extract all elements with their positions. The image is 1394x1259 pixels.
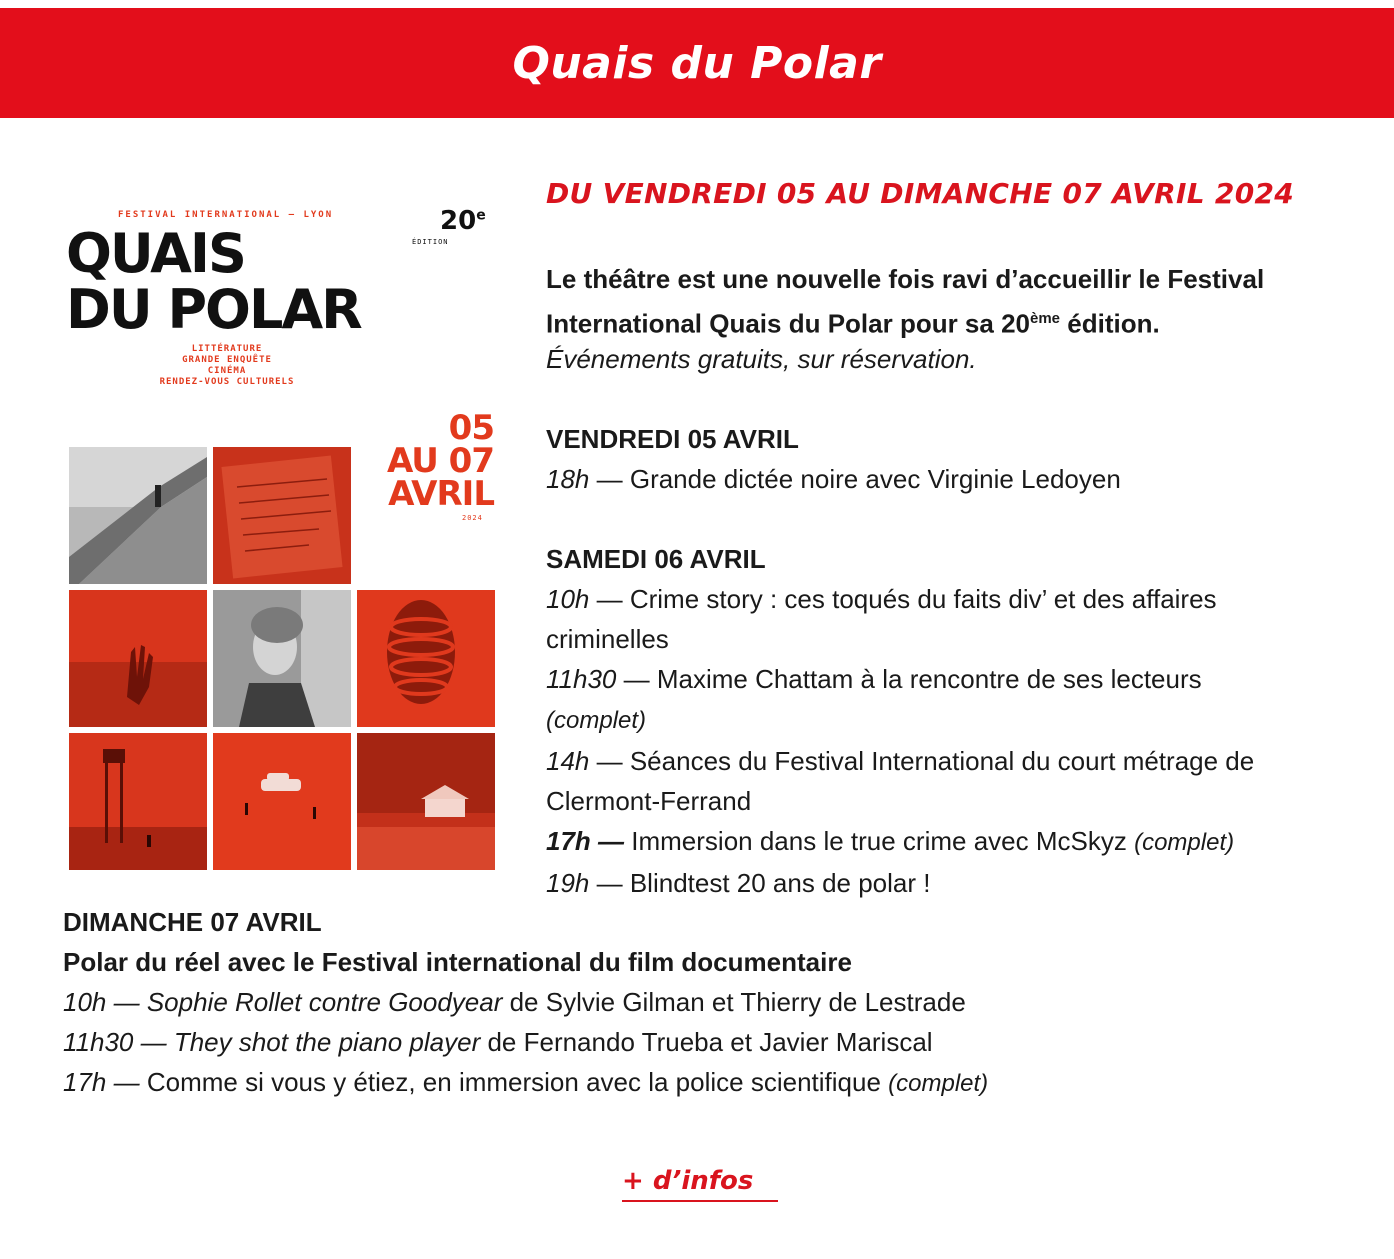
event-separator: — (589, 868, 630, 898)
poster-title-line: DU POLAR (66, 278, 361, 341)
saturday-section (546, 539, 1346, 903)
day-title: VENDREDI 05 AVRIL (546, 424, 799, 454)
event-note: (complet) (888, 1070, 989, 1097)
event-separator: — (589, 584, 630, 614)
event-item (546, 821, 1346, 863)
tower-building-tile (357, 590, 495, 727)
event-desc: de Sylvie Gilman et Thierry de Lestrade (502, 987, 966, 1017)
more-info-link[interactable]: + d’infos (622, 1166, 778, 1202)
event-desc: Maxime Chattam à la rencontre de ses lecteurs (656, 664, 1202, 694)
event-separator: — (589, 746, 630, 776)
festival-poster (62, 190, 502, 880)
event-item (63, 1062, 1363, 1104)
event-desc: Séances du Festival International du court métrage de Clermont-Ferrand (546, 746, 1255, 816)
event-time: 19h (546, 868, 590, 898)
poster-top-text: FESTIVAL INTERNATIONAL — LYON (118, 210, 334, 220)
woman-portrait-tile (213, 590, 351, 727)
event-time: 17h — (546, 826, 625, 856)
sunday-section (63, 902, 1363, 1104)
staircase-photo-tile (69, 447, 207, 584)
poster-title (66, 222, 361, 341)
banner-title: Quais du Polar (512, 37, 882, 89)
letter-photo-tile (213, 447, 351, 584)
event-lead: 11h30 — They shot the piano player (63, 1027, 481, 1057)
car-road-tile (213, 733, 351, 870)
intro-text-end: édition. (1060, 308, 1160, 339)
poster-subtitle-line: RENDEZ-VOUS CULTURELS (159, 377, 295, 387)
event-desc: de Fernando Trueba et Javier Mariscal (480, 1027, 933, 1057)
intro-note: Événements gratuits, sur réservation. (546, 344, 977, 374)
poster-subtitle-line: GRANDE ENQUÊTE (182, 355, 272, 365)
event-separator: — (616, 664, 657, 694)
event-desc: Comme si vous y étiez, en immersion avec la police scientifique (139, 1067, 889, 1097)
header-banner (0, 8, 1394, 118)
event-time: 11h30 (546, 664, 617, 694)
intro-text: Le théâtre est une nouvelle fois ravi d’accueillir le Festival International Quais du Polar pour sa 20 (546, 264, 1265, 339)
event-item (546, 579, 1346, 659)
event-time: 10h (546, 584, 590, 614)
event-lead: 10h — Sophie Rollet contre Goodyear (63, 987, 503, 1017)
event-desc: Immersion dans le true crime avec McSkyz (631, 826, 1127, 856)
poster-edition-number: 20 (440, 206, 477, 236)
water-tower-tile (69, 733, 207, 870)
poster-dates-line: 05 (448, 408, 494, 448)
intro-paragraph (546, 259, 1376, 344)
day-title: DIMANCHE 07 AVRIL (63, 907, 322, 937)
friday-section (546, 419, 1346, 499)
poster-subtitle-line: LITTÉRATURE (191, 344, 263, 354)
event-time: 14h (546, 746, 590, 776)
event-item (63, 1022, 1363, 1062)
event-item (546, 863, 1346, 903)
event-separator: — (589, 464, 630, 494)
poster-year: 2024 (462, 514, 483, 522)
sunday-subtitle: Polar du réel avec le Festival international du film documentaire (63, 947, 852, 977)
event-lead: 17h — (63, 1067, 140, 1097)
drowning-hand-tile (69, 590, 207, 727)
event-desc: Crime story : ces toqués du faits div’ et des affaires criminelles (546, 584, 1217, 654)
poster-subtitle-line: CINÉMA (207, 366, 247, 376)
intro-sup: ème (1030, 310, 1061, 327)
poster-dates-line: AU 07 (386, 441, 494, 481)
event-item (63, 982, 1363, 1022)
event-item (546, 459, 1346, 499)
event-item (546, 659, 1346, 741)
event-time: 18h (546, 464, 590, 494)
day-title: SAMEDI 06 AVRIL (546, 544, 766, 574)
poster-subtitle (132, 344, 322, 388)
poster-edition-sup: e (476, 207, 486, 224)
event-note: (complet) (546, 707, 647, 734)
poster-edition (440, 206, 486, 236)
event-desc: Blindtest 20 ans de polar ! (629, 868, 931, 898)
event-desc: Grande dictée noire avec Virginie Ledoyen (629, 464, 1121, 494)
event-item (546, 741, 1346, 821)
poster-dates-line: AVRIL (388, 474, 494, 514)
event-note: (complet) (1134, 829, 1235, 856)
poster-edition-label: ÉDITION (412, 238, 449, 246)
lake-house-tile (357, 733, 495, 870)
poster-image-grid (69, 441, 495, 871)
event-dates-headline: DU VENDREDI 05 AU DIMANCHE 07 AVRIL 2024 (546, 177, 1295, 210)
poster-title-line: QUAIS (66, 222, 245, 285)
